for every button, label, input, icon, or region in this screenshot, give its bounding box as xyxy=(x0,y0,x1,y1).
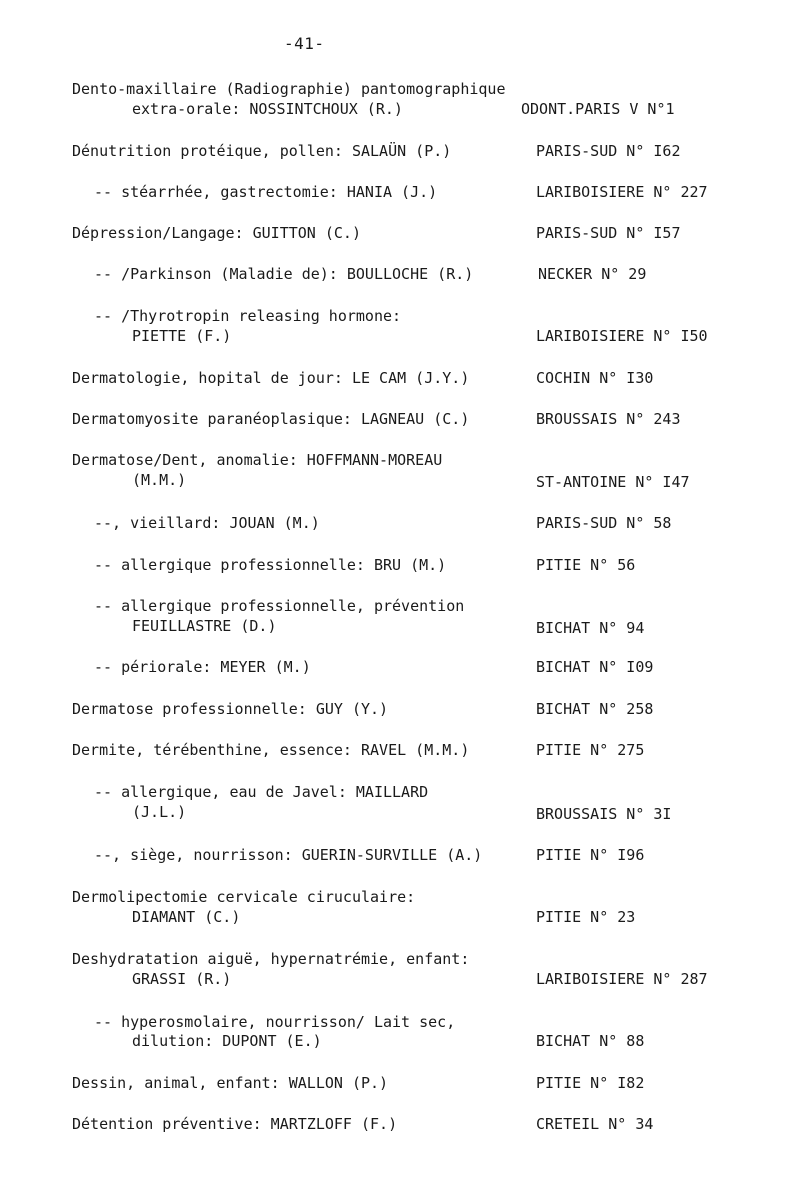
entry-19-line-0: -- hyperosmolaire, nourrisson/ Lait sec, xyxy=(94,1013,456,1031)
entry-21-ref: CRETEIL N° 34 xyxy=(536,1115,654,1133)
entry-6-line-0: Dermatologie, hopital de jour: LE CAM (J.Y.) xyxy=(72,369,470,387)
entry-8-line-0: Dermatose/Dent, anomalie: HOFFMANN-MOREAU xyxy=(72,451,443,469)
entry-9-ref: PARIS-SUD N° 58 xyxy=(536,514,672,532)
entry-20-line-0: Dessin, animal, enfant: WALLON (P.) xyxy=(72,1074,389,1092)
entry-0-line-1: extra-orale: NOSSINTCHOUX (R.) xyxy=(132,100,403,118)
entry-5-ref: LARIBOISIERE N° I50 xyxy=(536,327,708,345)
entry-5-line-0: -- /Thyrotropin releasing hormone: xyxy=(94,307,402,325)
page-number: -41- xyxy=(284,34,325,53)
entry-8-ref: ST-ANTOINE N° I47 xyxy=(536,473,690,491)
entry-12-ref: BICHAT N° I09 xyxy=(536,658,654,676)
entry-14-ref: PITIE N° 275 xyxy=(536,741,645,759)
entry-13-line-0: Dermatose professionnelle: GUY (Y.) xyxy=(72,700,389,718)
entry-0-ref: ODONT.PARIS V N°1 xyxy=(521,100,675,118)
entry-20-ref: PITIE N° I82 xyxy=(536,1074,645,1092)
entry-13-ref: BICHAT N° 258 xyxy=(536,700,654,718)
entry-3-ref: PARIS-SUD N° I57 xyxy=(536,224,681,242)
entry-10-line-0: -- allergique professionnelle: BRU (M.) xyxy=(94,556,447,574)
entry-16-ref: PITIE N° I96 xyxy=(536,846,645,864)
entry-7-line-0: Dermatomyosite paranéoplasique: LAGNEAU (C.) xyxy=(72,410,470,428)
entry-14-line-0: Dermite, térébenthine, essence: RAVEL (M.M.) xyxy=(72,741,470,759)
entry-9-line-0: --, vieillard: JOUAN (M.) xyxy=(94,514,320,532)
entry-4-line-0: -- /Parkinson (Maladie de): BOULLOCHE (R.) xyxy=(94,265,474,283)
entry-4-ref: NECKER N° 29 xyxy=(538,265,647,283)
entry-0-line-0: Dento-maxillaire (Radiographie) pantomographique xyxy=(72,80,506,98)
entry-10-ref: PITIE N° 56 xyxy=(536,556,636,574)
entry-15-line-0: -- allergique, eau de Javel: MAILLARD xyxy=(94,783,429,801)
entry-2-line-0: -- stéarrhée, gastrectomie: HANIA (J.) xyxy=(94,183,438,201)
entry-15-ref: BROUSSAIS N° 3I xyxy=(536,805,672,823)
entry-19-line-1: dilution: DUPONT (E.) xyxy=(132,1032,322,1050)
entry-1-ref: PARIS-SUD N° I62 xyxy=(536,142,681,160)
entry-21-line-0: Détention préventive: MARTZLOFF (F.) xyxy=(72,1115,398,1133)
entry-18-ref: LARIBOISIERE N° 287 xyxy=(536,970,708,988)
entry-8-line-1: (M.M.) xyxy=(132,471,187,489)
entry-2-ref: LARIBOISIERE N° 227 xyxy=(536,183,708,201)
entry-11-line-0: -- allergique professionnelle, prévention xyxy=(94,597,465,615)
entry-18-line-0: Deshydratation aiguë, hypernatrémie, enfant: xyxy=(72,950,470,968)
entry-7-ref: BROUSSAIS N° 243 xyxy=(536,410,681,428)
entry-19-ref: BICHAT N° 88 xyxy=(536,1032,645,1050)
entry-11-ref: BICHAT N° 94 xyxy=(536,619,645,637)
entry-16-line-0: --, siège, nourrisson: GUERIN-SURVILLE (A.) xyxy=(94,846,483,864)
entry-3-line-0: Dépression/Langage: GUITTON (C.) xyxy=(72,224,361,242)
entry-12-line-0: -- périorale: MEYER (M.) xyxy=(94,658,311,676)
entry-5-line-1: PIETTE (F.) xyxy=(132,327,232,345)
entry-17-ref: PITIE N° 23 xyxy=(536,908,636,926)
entry-6-ref: COCHIN N° I30 xyxy=(536,369,654,387)
entry-18-line-1: GRASSI (R.) xyxy=(132,970,232,988)
entry-17-line-1: DIAMANT (C.) xyxy=(132,908,241,926)
entry-1-line-0: Dénutrition protéique, pollen: SALAÜN (P.) xyxy=(72,142,452,160)
entry-17-line-0: Dermolipectomie cervicale ciruculaire: xyxy=(72,888,416,906)
entry-11-line-1: FEUILLASTRE (D.) xyxy=(132,617,277,635)
entry-15-line-1: (J.L.) xyxy=(132,803,187,821)
